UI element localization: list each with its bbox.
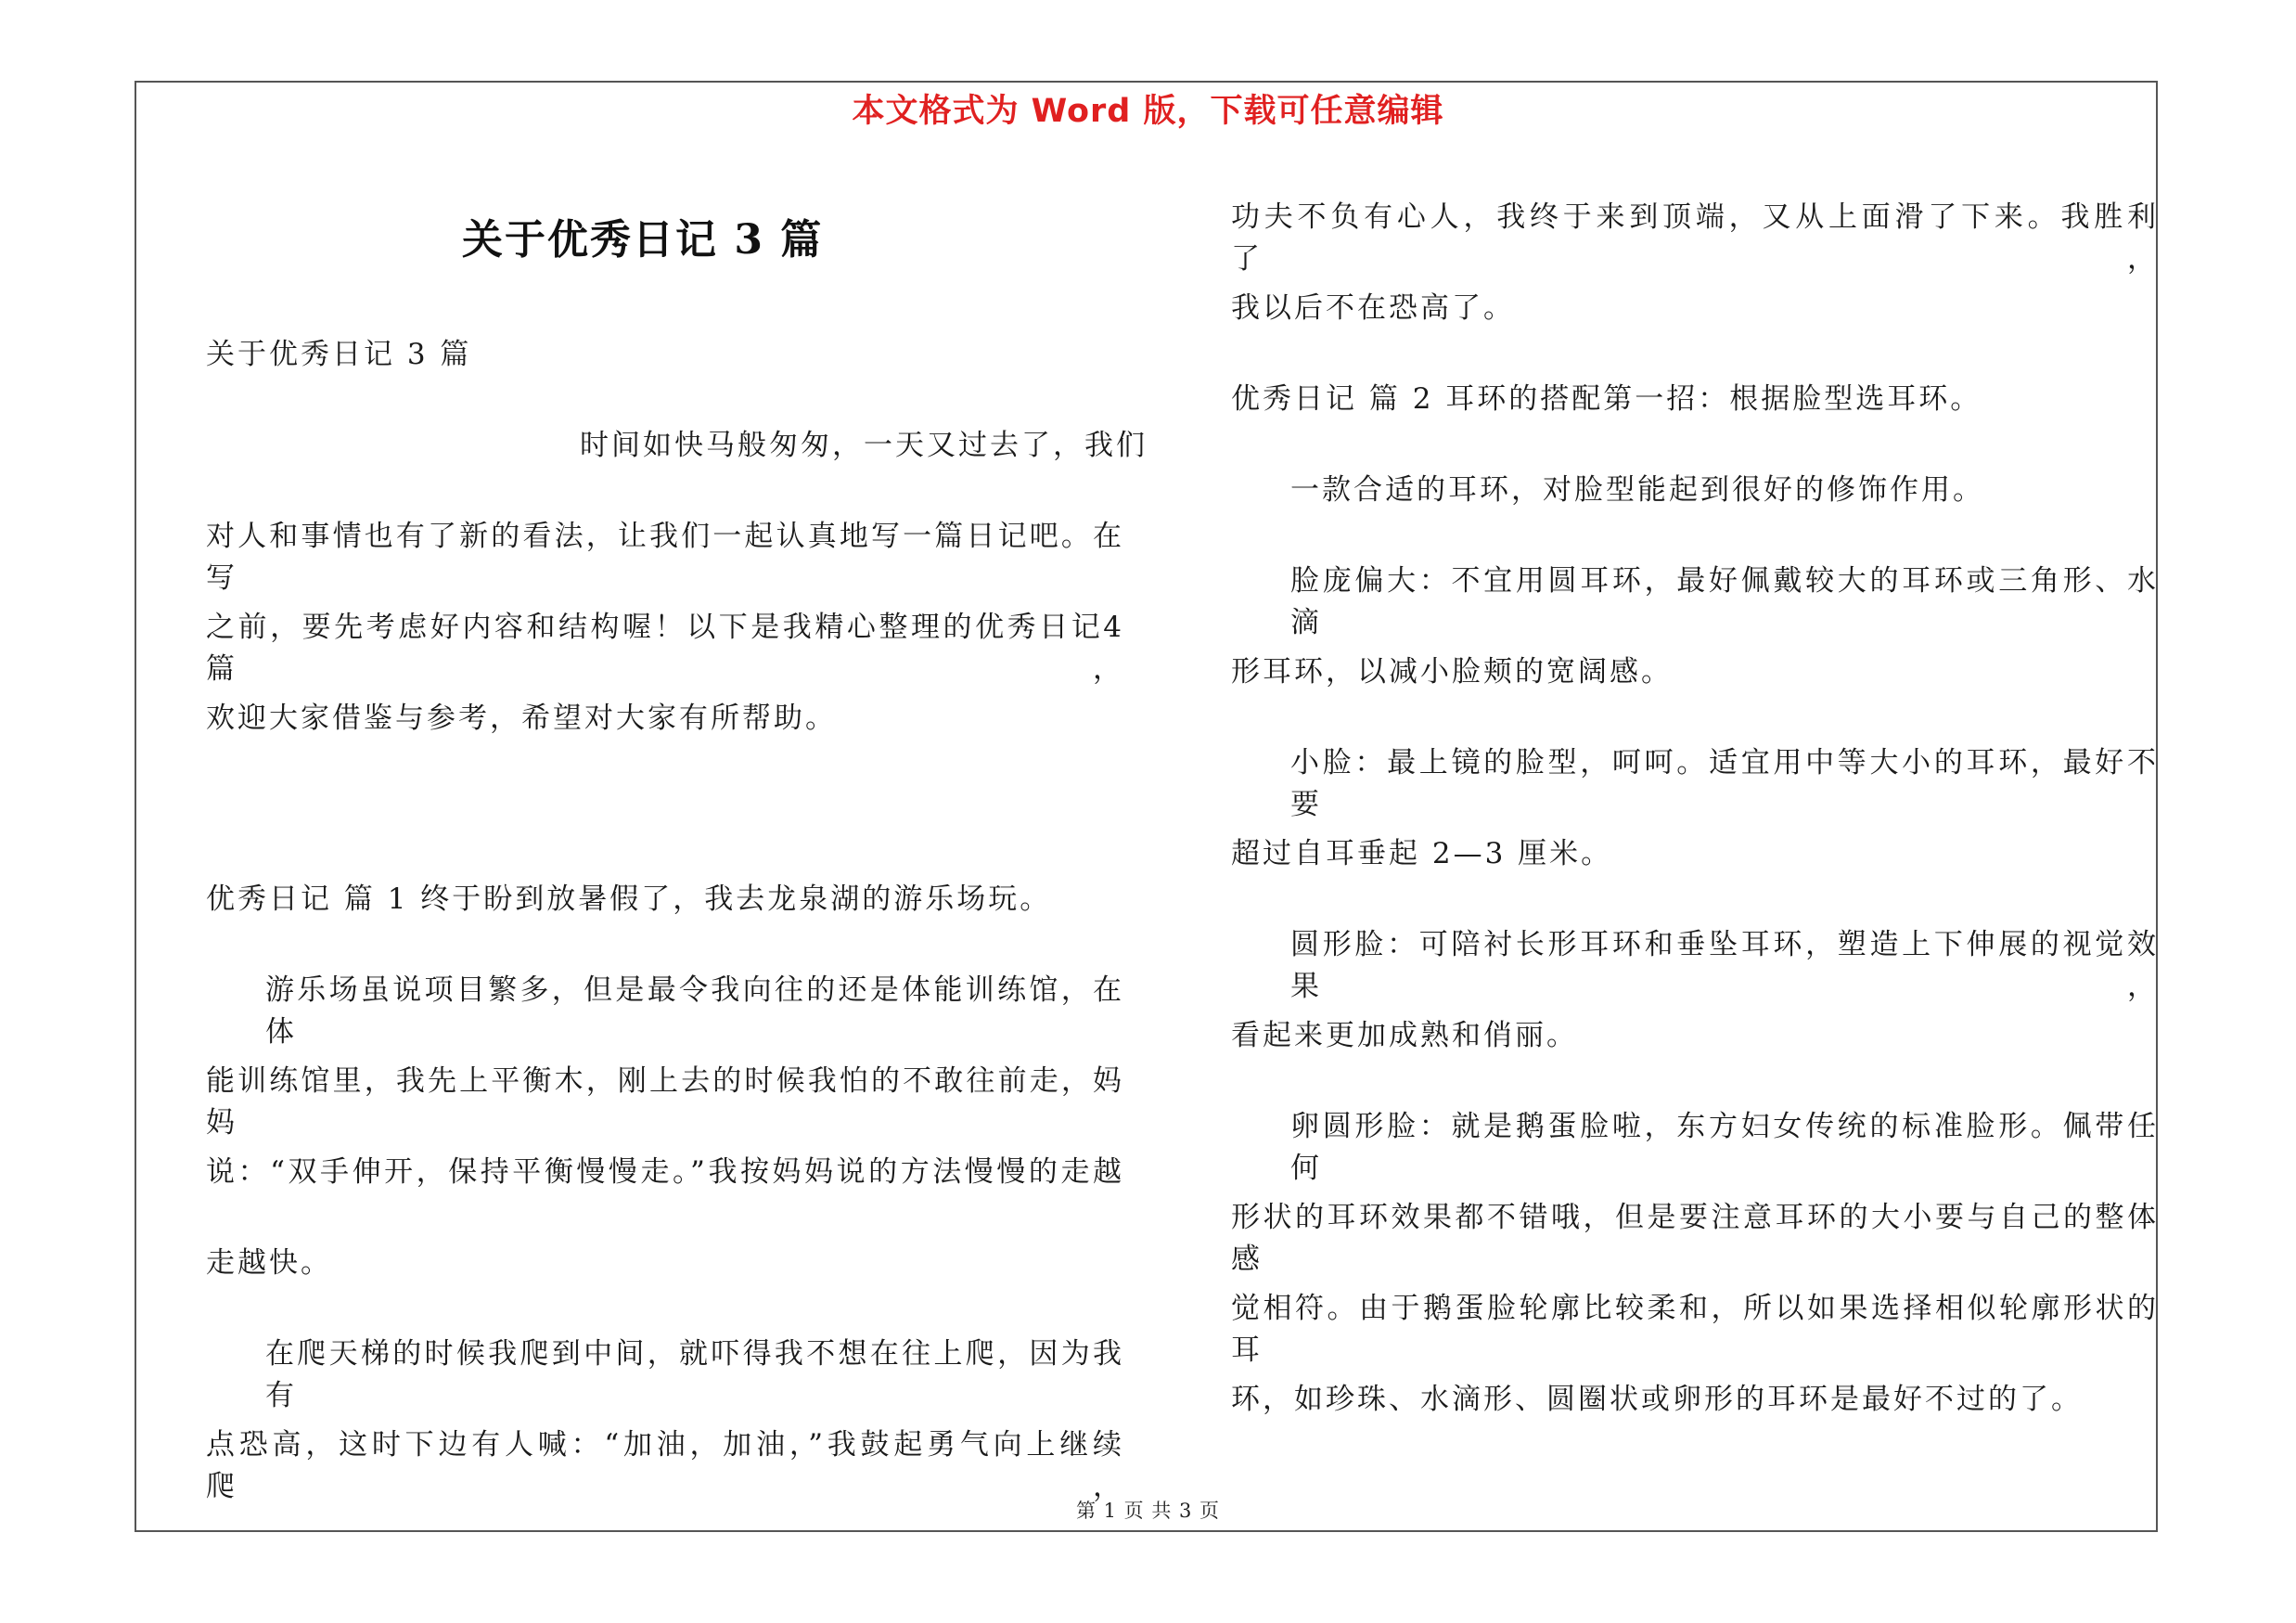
paragraph-line: 看起来更加成熟和俏丽。	[1231, 1019, 1578, 1052]
document-title: 关于优秀日记 3 篇	[462, 216, 824, 264]
paragraph-line: 形状的耳环效果都不错哦，但是要注意耳环的大小要与自己的整体感	[1231, 1201, 2159, 1276]
paragraph-line: 一款合适的耳环，对脸型能起到很好的修饰作用。	[1290, 473, 1984, 507]
paragraph-line: 游乐场虽说项目繁多，但是最令我向往的还是体能训练馆，在体	[265, 973, 1124, 1049]
paragraph-line: 点恐高，这时下边有人喊：“加油，加油，”我鼓起勇气向上继续爬，	[206, 1428, 1124, 1503]
paragraph-line: 超过自耳垂起 2—3 厘米。	[1231, 837, 1613, 870]
paragraph-line: 之前，要先考虑好内容和结构喔！以下是我精心整理的优秀日记4篇，	[206, 611, 1124, 686]
paragraph-line: 欢迎大家借鉴与参考，希望对大家有所帮助。	[206, 702, 837, 735]
paragraph-line: 对人和事情也有了新的看法，让我们一起认真地写一篇日记吧。在写	[206, 520, 1124, 595]
paragraph-line: 环，如珍珠、水滴形、圆圈状或卵形的耳环是最好不过的了。	[1231, 1383, 2083, 1416]
paragraph-line: 时间如快马般匆匆，一天又过去了，我们	[580, 429, 1148, 462]
page-footer: 第 1 页 共 3 页	[1075, 1500, 1221, 1522]
paragraph-line: 我以后不在恐高了。	[1231, 291, 1515, 325]
paragraph-line: 关于优秀日记 3 篇	[206, 338, 472, 371]
paragraph-line: 走越快。	[206, 1246, 332, 1280]
paragraph-line: 觉相符。由于鹅蛋脸轮廓比较柔和，所以如果选择相似轮廓形状的耳	[1231, 1292, 2159, 1367]
paragraph-line: 优秀日记 篇 1 终于盼到放暑假了，我去龙泉湖的游乐场玩。	[206, 882, 1052, 916]
paragraph-line: 脸庞偏大：不宜用圆耳环，最好佩戴较大的耳环或三角形、水滴	[1290, 564, 2159, 639]
word-format-banner: 本文格式为 Word 版，下载可任意编辑	[852, 93, 1444, 130]
paragraph-line: 在爬天梯的时候我爬到中间，就吓得我不想在往上爬，因为我有	[265, 1337, 1124, 1412]
paragraph-line: 圆形脸：可陪衬长形耳环和垂坠耳环，塑造上下伸展的视觉效果，	[1290, 928, 2159, 1003]
paragraph-line: 功夫不负有心人，我终于来到顶端，又从上面滑了下来。我胜利了，	[1231, 200, 2159, 276]
paragraph-line: 形耳环，以减小脸颊的宽阔感。	[1231, 655, 1673, 689]
paragraph-line: 卵圆形脸：就是鹅蛋脸啦，东方妇女传统的标准脸形。佩带任何	[1290, 1110, 2159, 1185]
paragraph-line: 能训练馆里，我先上平衡木，刚上去的时候我怕的不敢往前走，妈妈	[206, 1064, 1124, 1140]
paragraph-line: 说：“双手伸开，保持平衡慢慢走。”我按妈妈说的方法慢慢的走越	[206, 1155, 1124, 1189]
paragraph-line: 优秀日记 篇 2 耳环的搭配第一招：根据脸型选耳环。	[1231, 382, 1982, 416]
paragraph-line: 小脸：最上镜的脸型，呵呵。适宜用中等大小的耳环，最好不要	[1290, 746, 2159, 821]
